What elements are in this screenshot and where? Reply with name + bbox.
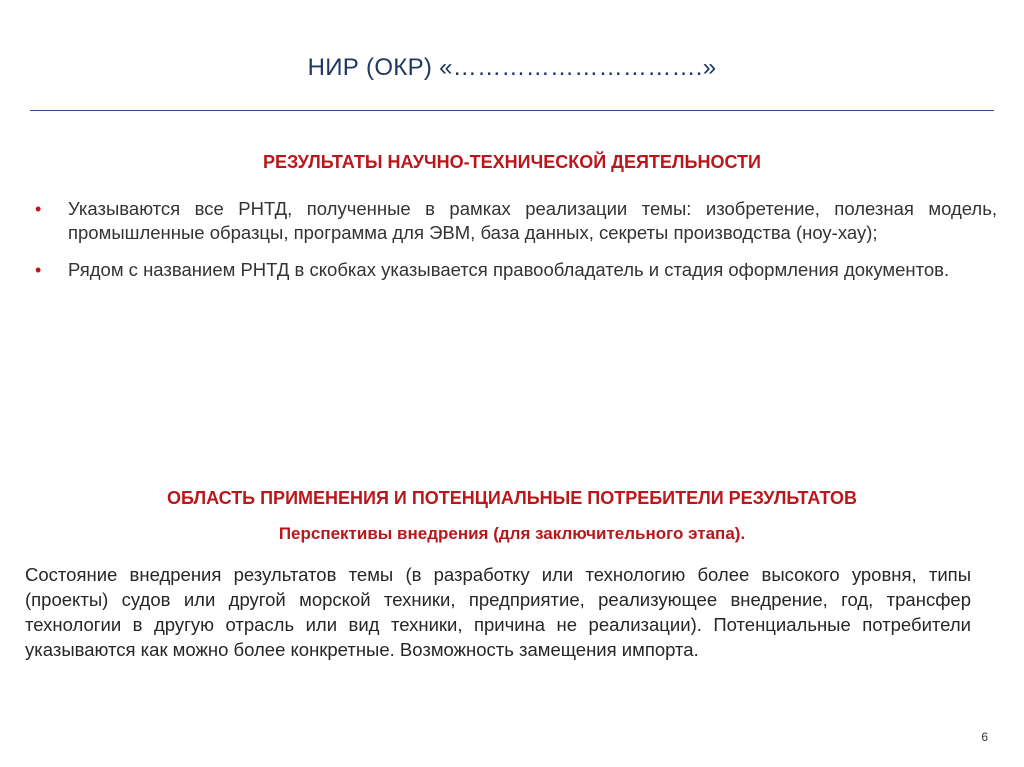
bullet-icon: • [35,199,42,219]
section-heading-application: ОБЛАСТЬ ПРИМЕНЕНИЯ И ПОТЕНЦИАЛЬНЫЕ ПОТРЕБИТЕЛИ РЕЗУЛЬТАТОВ [166,488,858,508]
bullet-item [35,258,997,282]
slide-title: НИР (ОКР) «………………………….» [307,54,717,81]
section-heading-results: РЕЗУЛЬТАТЫ НАУЧНО-ТЕХНИЧЕСКОЙ ДЕЯТЕЛЬНОСТИ [263,152,761,172]
bullet-text: Рядом с названием РНТД в скобках указывается правообладатель и стадия оформления документов. [68,259,950,280]
bullet-item [35,197,997,245]
bullet-text: Указываются все РНТД, полученные в рамках реализации темы: изобретение, полезная модель, промышленные образцы, программа для ЭВМ, база данных, секреты производства (ноу-хау); [68,198,997,243]
results-bullet-list [35,197,997,295]
bullet-icon: • [35,260,42,280]
implementation-paragraph: Состояние внедрения результатов темы (в разработку или технологию более высокого уровня, типы (проекты) судов или другой морской техники, предприятие, реализующее внедрение, год, трансфер технологии в другую отрасль или вид техники, причина не реализации). Потенциальные потребители указываются как можно более конкретные. Возможность замещения импорта. [25,564,971,660]
page-number: 6 [981,730,988,744]
section-subheading: Перспективы внедрения (для заключительного этапа). [278,524,746,543]
title-divider [30,110,994,111]
